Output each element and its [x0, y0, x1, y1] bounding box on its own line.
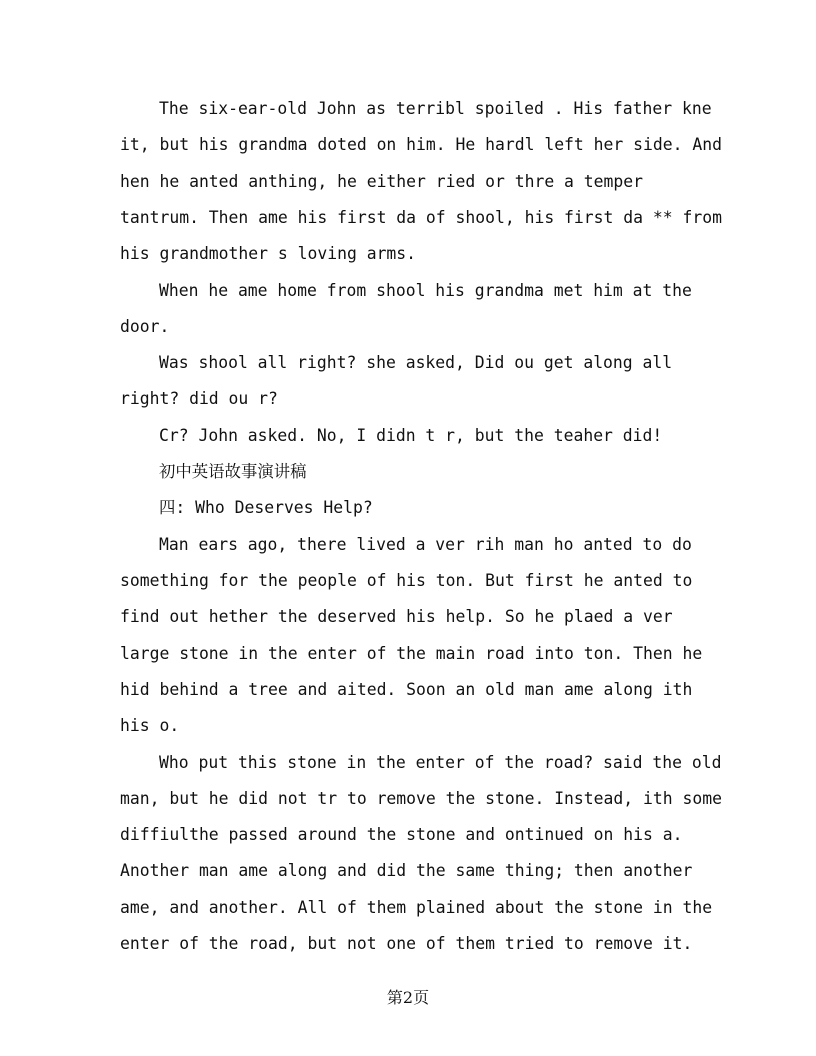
text-line: ame, and another. All of them plained about the stone in the — [120, 898, 713, 917]
text-line: find out hether the deserved his help. So he plaed a ver — [120, 607, 673, 626]
text-line: it, but his grandma doted on him. He hardl left her side. And — [120, 135, 722, 154]
section-heading: 初中英语故事演讲稿 — [159, 462, 307, 481]
text-line: Another man ame along and did the same thing; then another — [120, 861, 693, 880]
text-line: Who put this stone in the enter of the road? said the old — [159, 753, 722, 772]
text-line: door. — [120, 317, 170, 336]
text-line: large stone in the enter of the main road into ton. Then he — [120, 644, 703, 663]
text-line: tantrum. Then ame his first da of shool, his first da ** from — [120, 208, 722, 227]
page-number: 第2页 — [386, 988, 430, 1007]
story-title: 四: Who Deserves Help? — [159, 498, 373, 517]
text-line: his o. — [120, 716, 180, 735]
text-line: man, but he did not tr to remove the stone. Instead, ith some — [120, 789, 722, 808]
text-line: Cr? John asked. No, I didn t r, but the teaher did! — [159, 426, 663, 445]
text-line: diffiulthe passed around the stone and ontinued on his a. — [120, 825, 683, 844]
text-line: The six-ear-old John as terribl spoiled . His father kne — [159, 99, 712, 118]
text-line: Man ears ago, there lived a ver rih man ho anted to do — [159, 535, 692, 554]
text-line: his grandmother s loving arms. — [120, 244, 417, 263]
text-line: Was shool all right? she asked, Did ou get along all — [159, 353, 673, 372]
text-line: When he ame home from shool his grandma met him at the — [159, 281, 692, 300]
text-line: hid behind a tree and aited. Soon an old man ame along ith — [120, 680, 693, 699]
text-line: enter of the road, but not one of them tried to remove it. — [120, 934, 693, 953]
text-line: right? did ou r? — [120, 389, 278, 408]
text-line: something for the people of his ton. But first he anted to — [120, 571, 693, 590]
text-line: hen he anted anthing, he either ried or thre a temper — [120, 172, 644, 191]
